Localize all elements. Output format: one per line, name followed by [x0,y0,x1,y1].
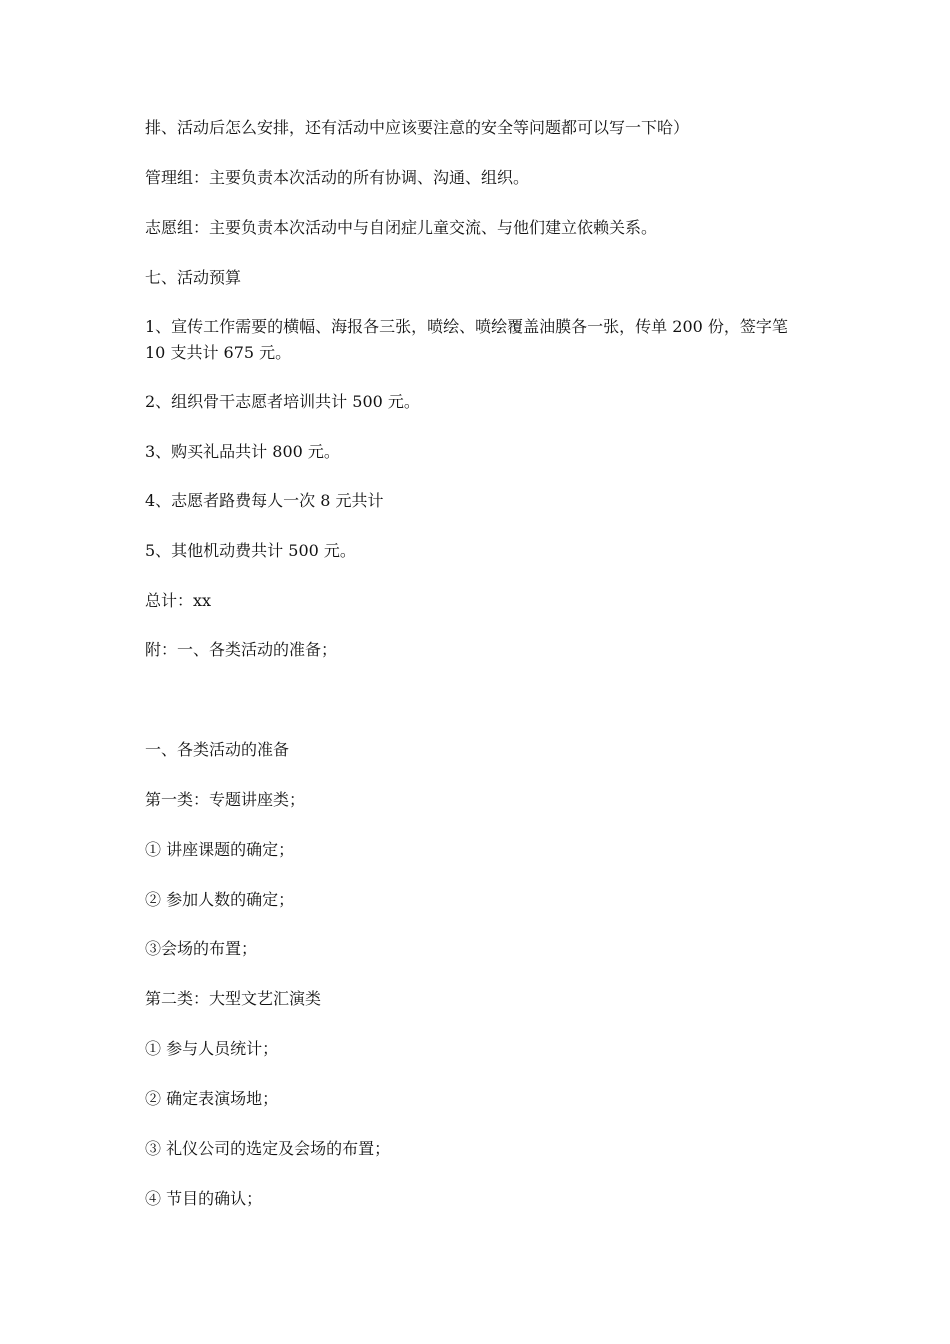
budget-item-2: 2、组织骨干志愿者培训共计 500 元。 [145,392,420,411]
lecture-step-3: ③会场的布置； [145,939,258,958]
appendix-heading: 附：一、各类活动的准备； [145,640,338,659]
section-heading-preparation: 一、各类活动的准备 [145,740,290,759]
budget-item-5: 5、其他机动费共计 500 元。 [145,541,356,560]
category-performance-heading: 第二类：大型文艺汇演类 [145,989,322,1008]
performance-step-4: ④ 节目的确认； [145,1189,263,1208]
paragraph-management-group: 管理组：主要负责本次活动的所有协调、沟通、组织。 [145,168,530,187]
lecture-step-1: ① 讲座课题的确定； [145,840,295,859]
performance-step-2: ② 确定表演场地； [145,1089,279,1108]
lecture-step-2: ② 参加人数的确定； [145,890,295,909]
budget-item-3: 3、购买礼品共计 800 元。 [145,442,340,461]
category-lecture-heading: 第一类：专题讲座类； [145,790,306,809]
budget-total: 总计：xx [145,591,212,610]
performance-step-1: ① 参与人员统计； [145,1039,279,1058]
performance-step-3: ③ 礼仪公司的选定及会场的布置； [145,1139,391,1158]
budget-item-4: 4、志愿者路费每人一次 8 元共计 [145,491,384,510]
paragraph-arrangement-note: 排、活动后怎么安排，还有活动中应该要注意的安全等问题都可以写一下哈） [145,118,690,137]
budget-item-1: 1、宣传工作需要的横幅、海报各三张，喷绘、喷绘覆盖油膜各一张，传单 200 份，签字笔 10 支共计 675 元。 [145,317,788,362]
paragraph-volunteer-group: 志愿组：主要负责本次活动中与自闭症儿童交流、与他们建立依赖关系。 [145,218,658,237]
section-heading-budget: 七、活动预算 [145,268,242,287]
